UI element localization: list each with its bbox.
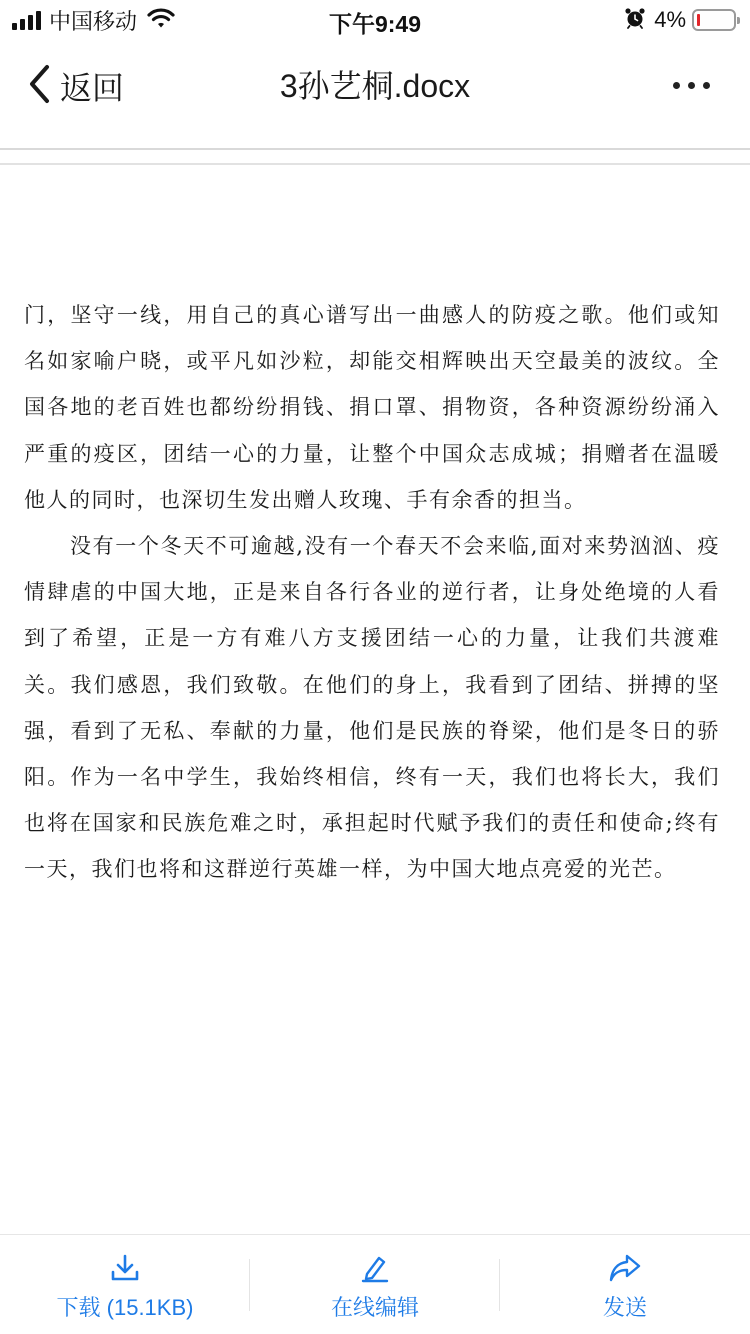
status-right — [624, 6, 736, 34]
carrier-name: 中国移动 — [49, 9, 138, 35]
back-label: 返回 — [60, 69, 125, 107]
toolbar-divider — [499, 1259, 500, 1311]
more-icon[interactable] — [673, 70, 710, 100]
pencil-icon — [359, 1251, 391, 1285]
toolbar-divider — [249, 1259, 250, 1311]
back-button[interactable] — [28, 62, 124, 110]
bottom-toolbar — [0, 1234, 750, 1334]
online-edit-button[interactable] — [280, 1251, 470, 1331]
paragraph-2: 没有一个冬天不可逾越,没有一个春天不会来临,面对来势汹汹、疫情肆虐的中国大地，正是来自各行各业的逆行者，让身处绝境的人看到了希望，正是一方有难八方支援团结一心的力量，让我们共渡难关。我们感恩，我们致敬。在他们的身上，我看到了团结、拼搏的坚强，看到了无私、奉献的力量，他们是民族的脊梁，他们是冬日的骄阳。作为一名中学生，我始终相信，终有一天，我们也将长大，我们也将在国家和民族危难之时，承担起时代赋予我们的责任和使命;终有一天，我们也将和这群逆行英雄一样，为中国大地点亮爱的光芒。 — [24, 534, 720, 882]
battery-level — [697, 14, 700, 26]
send-label: 发送 — [602, 1295, 647, 1320]
online-edit-label: 在线编辑 — [330, 1295, 419, 1320]
document-title: 3孙艺桐.docx — [279, 68, 471, 104]
status-time: 下午9:49 — [328, 11, 422, 37]
battery-percent: 4% — [654, 7, 686, 32]
share-icon — [608, 1251, 642, 1285]
document-body — [24, 292, 720, 893]
download-button[interactable] — [30, 1251, 220, 1331]
back-chevron-icon — [28, 64, 50, 108]
download-icon — [109, 1251, 141, 1285]
download-label: 下载 (15.1KB) — [56, 1295, 194, 1320]
nav-divider — [0, 148, 750, 150]
paragraph-1: 门，坚守一线，用自己的真心谱写出一曲感人的防疫之歌。他们或知名如家喻户晓，或平凡如沙粒，却能交相辉映出天空最美的波纹。全国各地的老百姓也都纷纷捐钱、捐口罩、捐物资，各种资源纷纷涌入严重的疫区，团结一心的力量，让整个中国众志成城；捐赠者在温暖他人的同时，也深切生发出赠人玫瑰、手有余香的担当。 — [24, 303, 720, 512]
nav-bar — [0, 40, 750, 148]
status-bar — [0, 0, 750, 40]
send-button[interactable] — [530, 1251, 720, 1331]
battery-icon — [692, 9, 736, 31]
page-edge — [0, 163, 750, 165]
alarm-icon — [624, 7, 646, 33]
